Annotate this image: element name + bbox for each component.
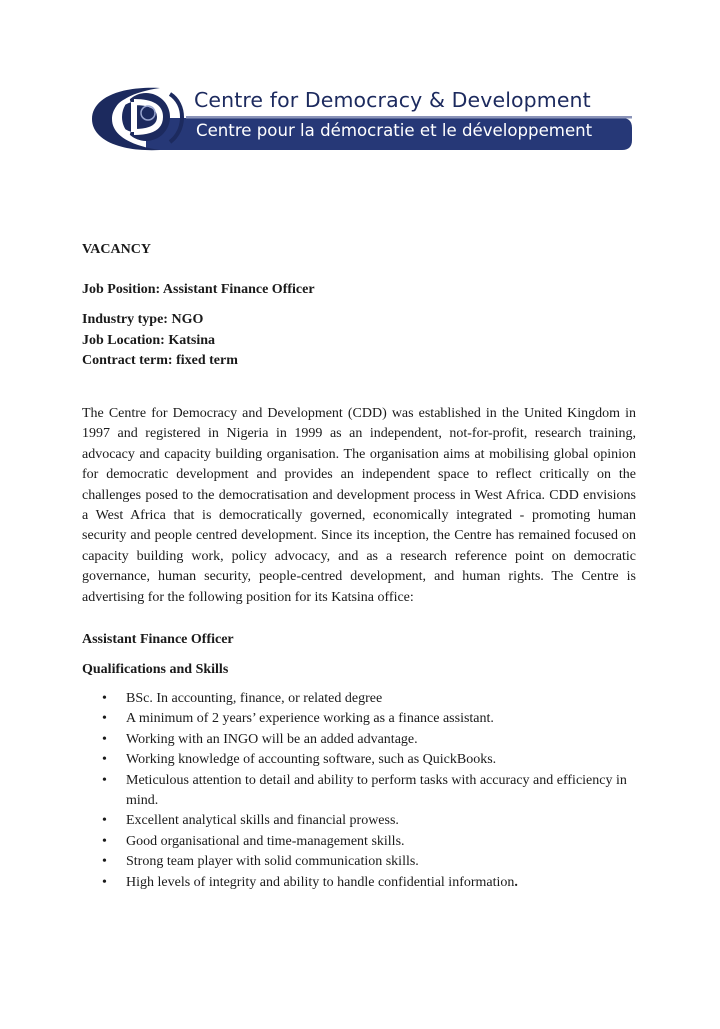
bullet-icon: • [102,691,107,706]
bullet-icon: • [102,772,107,788]
list-item: • Meticulous attention to detail and ability to perform tasks with accuracy and efficiency in mind. [102,772,627,809]
qualifications-list [100,689,640,893]
final-period: . [514,874,518,890]
contract-term: Contract term: fixed term [82,353,238,368]
org-name-english: Centre for Democracy & Development [194,88,591,112]
bullet-icon: • [102,813,107,829]
bullet-icon: • [102,854,107,870]
intro-paragraph: The Centre for Democracy and Development (CDD) was established in the United Kingdom in 1997 and registered in Nigeria in 1999 as an independent, not-for-profit, research training, advocacy and capacity building organisation. The organisation aims at mobilising global opinion for democratic development and provides an independent space to reflect critically on the challenges posed to the democratisation and development process in West Africa. CDD envisions a West Africa that is democratically governed, economically integrated - promoting human security and people centred development. Since its inception, the Centre has remained focused on capacity building work, policy advocacy, and as a research reference point on democratic governance, human security, people-centred development, and human rights. The Centre is advertising for the following position for its Katsina office: [82,406,636,605]
list-item: • Good organisational and time-management skills. [100,832,640,852]
list-item: • High levels of integrity and ability to handle confidential information. [100,873,640,893]
qualifications-heading: Qualifications and Skills [82,662,229,677]
industry-type: Industry type: NGO [82,312,204,327]
role-heading: Assistant Finance Officer [82,632,234,647]
bullet-icon: • [102,874,107,890]
list-item: • Excellent analytical skills and financial prowess. [100,811,640,831]
list-item: • Strong team player with solid communication skills. [100,852,640,872]
list-item: • Working knowledge of accounting software, such as QuickBooks. [100,750,640,770]
bullet-icon: • [102,752,107,768]
job-location: Job Location: Katsina [82,332,216,348]
org-name-french: Centre pour la démocratie et le développement [196,121,593,140]
bullet-icon: • [102,833,107,849]
list-item: • Working with an INGO will be an added advantage. [100,730,640,750]
cdd-logo [86,84,634,154]
job-info [82,310,238,372]
list-item: • A minimum of 2 years’ experience working as a finance assistant. [100,709,640,729]
vacancy-label: VACANCY [82,242,151,257]
job-position: Job Position: Assistant Finance Officer [82,282,315,297]
list-item: • BSc. In accounting, finance, or related degree [100,689,640,709]
bullet-icon: • [102,731,107,747]
bullet-icon: • [102,711,107,727]
